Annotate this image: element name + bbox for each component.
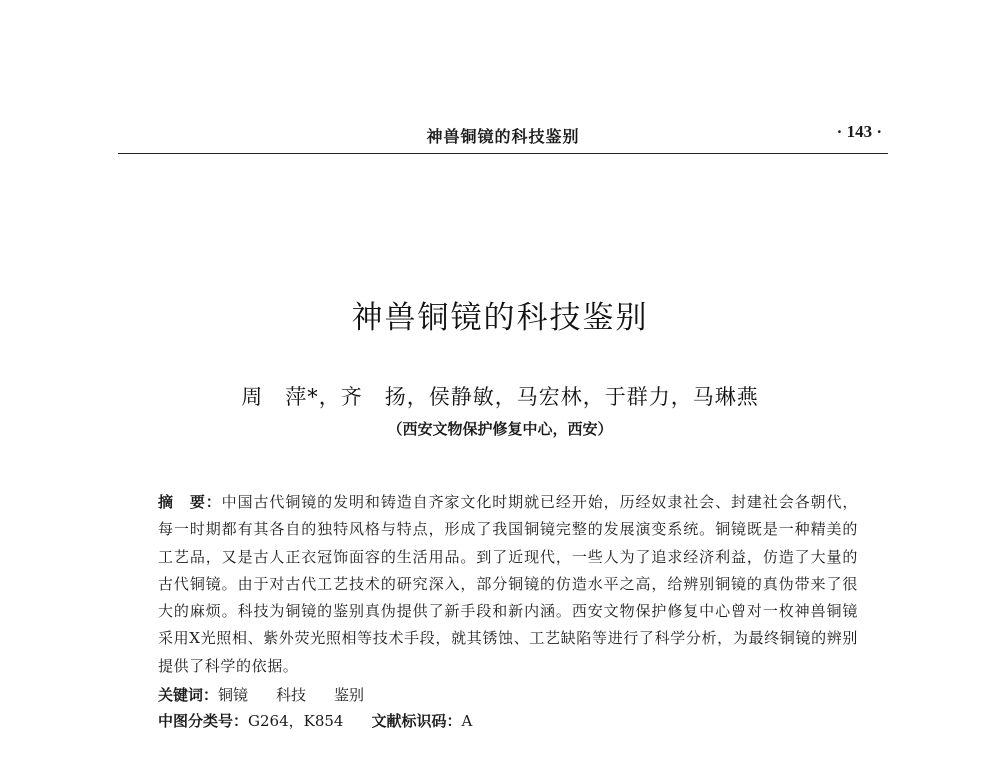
classification-line	[158, 710, 472, 731]
keyword-item: 鉴别	[334, 686, 365, 704]
keywords	[158, 684, 364, 705]
abstract-text: 中国古代铜镜的发明和铸造自齐家文化时期就已经开始，历经奴隶社会、封建社会各朝代，每一时期都有其各自的独特风格与特点，形成了我国铜镜完整的发展演变系统。铜镜既是一种精美的工艺品，又是古人正衣冠饰面容的生活用品。到了近现代，一些人为了追求经济利益，仿造了大量的古代铜镜。由于对古代工艺技术的研究深入，部分铜镜的仿造水平之高，给辨别铜镜的真伪带来了很大的麻烦。科技为铜镜的鉴别真伪提供了新手段和新内涵。西安文物保护修复中心曾对一枚神兽铜镜采用X光照相、紫外荧光照相等技术手段，就其锈蚀、工艺缺陷等进行了科学分析，为最终铜镜的辨别提供了科学的依据。	[158, 493, 858, 675]
doc-code-value: A	[461, 712, 473, 730]
running-title: 神兽铜镜的科技鉴别	[426, 127, 580, 146]
abstract	[158, 489, 858, 680]
running-header	[118, 116, 888, 152]
author-affiliation: （西安文物保护修复中心，西安）	[387, 420, 613, 438]
clc-label: 中图分类号：	[158, 712, 249, 730]
clc-value: G264，K854	[248, 712, 344, 730]
abstract-label: 摘 要：	[158, 493, 222, 511]
author-list: 周 萍*，齐 扬，侯静敏，马宏林，于群力，马琳燕	[241, 385, 759, 409]
keyword-item: 科技	[276, 686, 307, 704]
header-rule	[118, 153, 888, 154]
keywords-label: 关键词：	[158, 686, 219, 704]
doc-code-label: 文献标识码：	[371, 712, 462, 730]
keyword-item: 铜镜	[218, 686, 249, 704]
article-title: 神兽铜镜的科技鉴别	[351, 300, 649, 336]
page-number: · 143 ·	[836, 122, 882, 141]
